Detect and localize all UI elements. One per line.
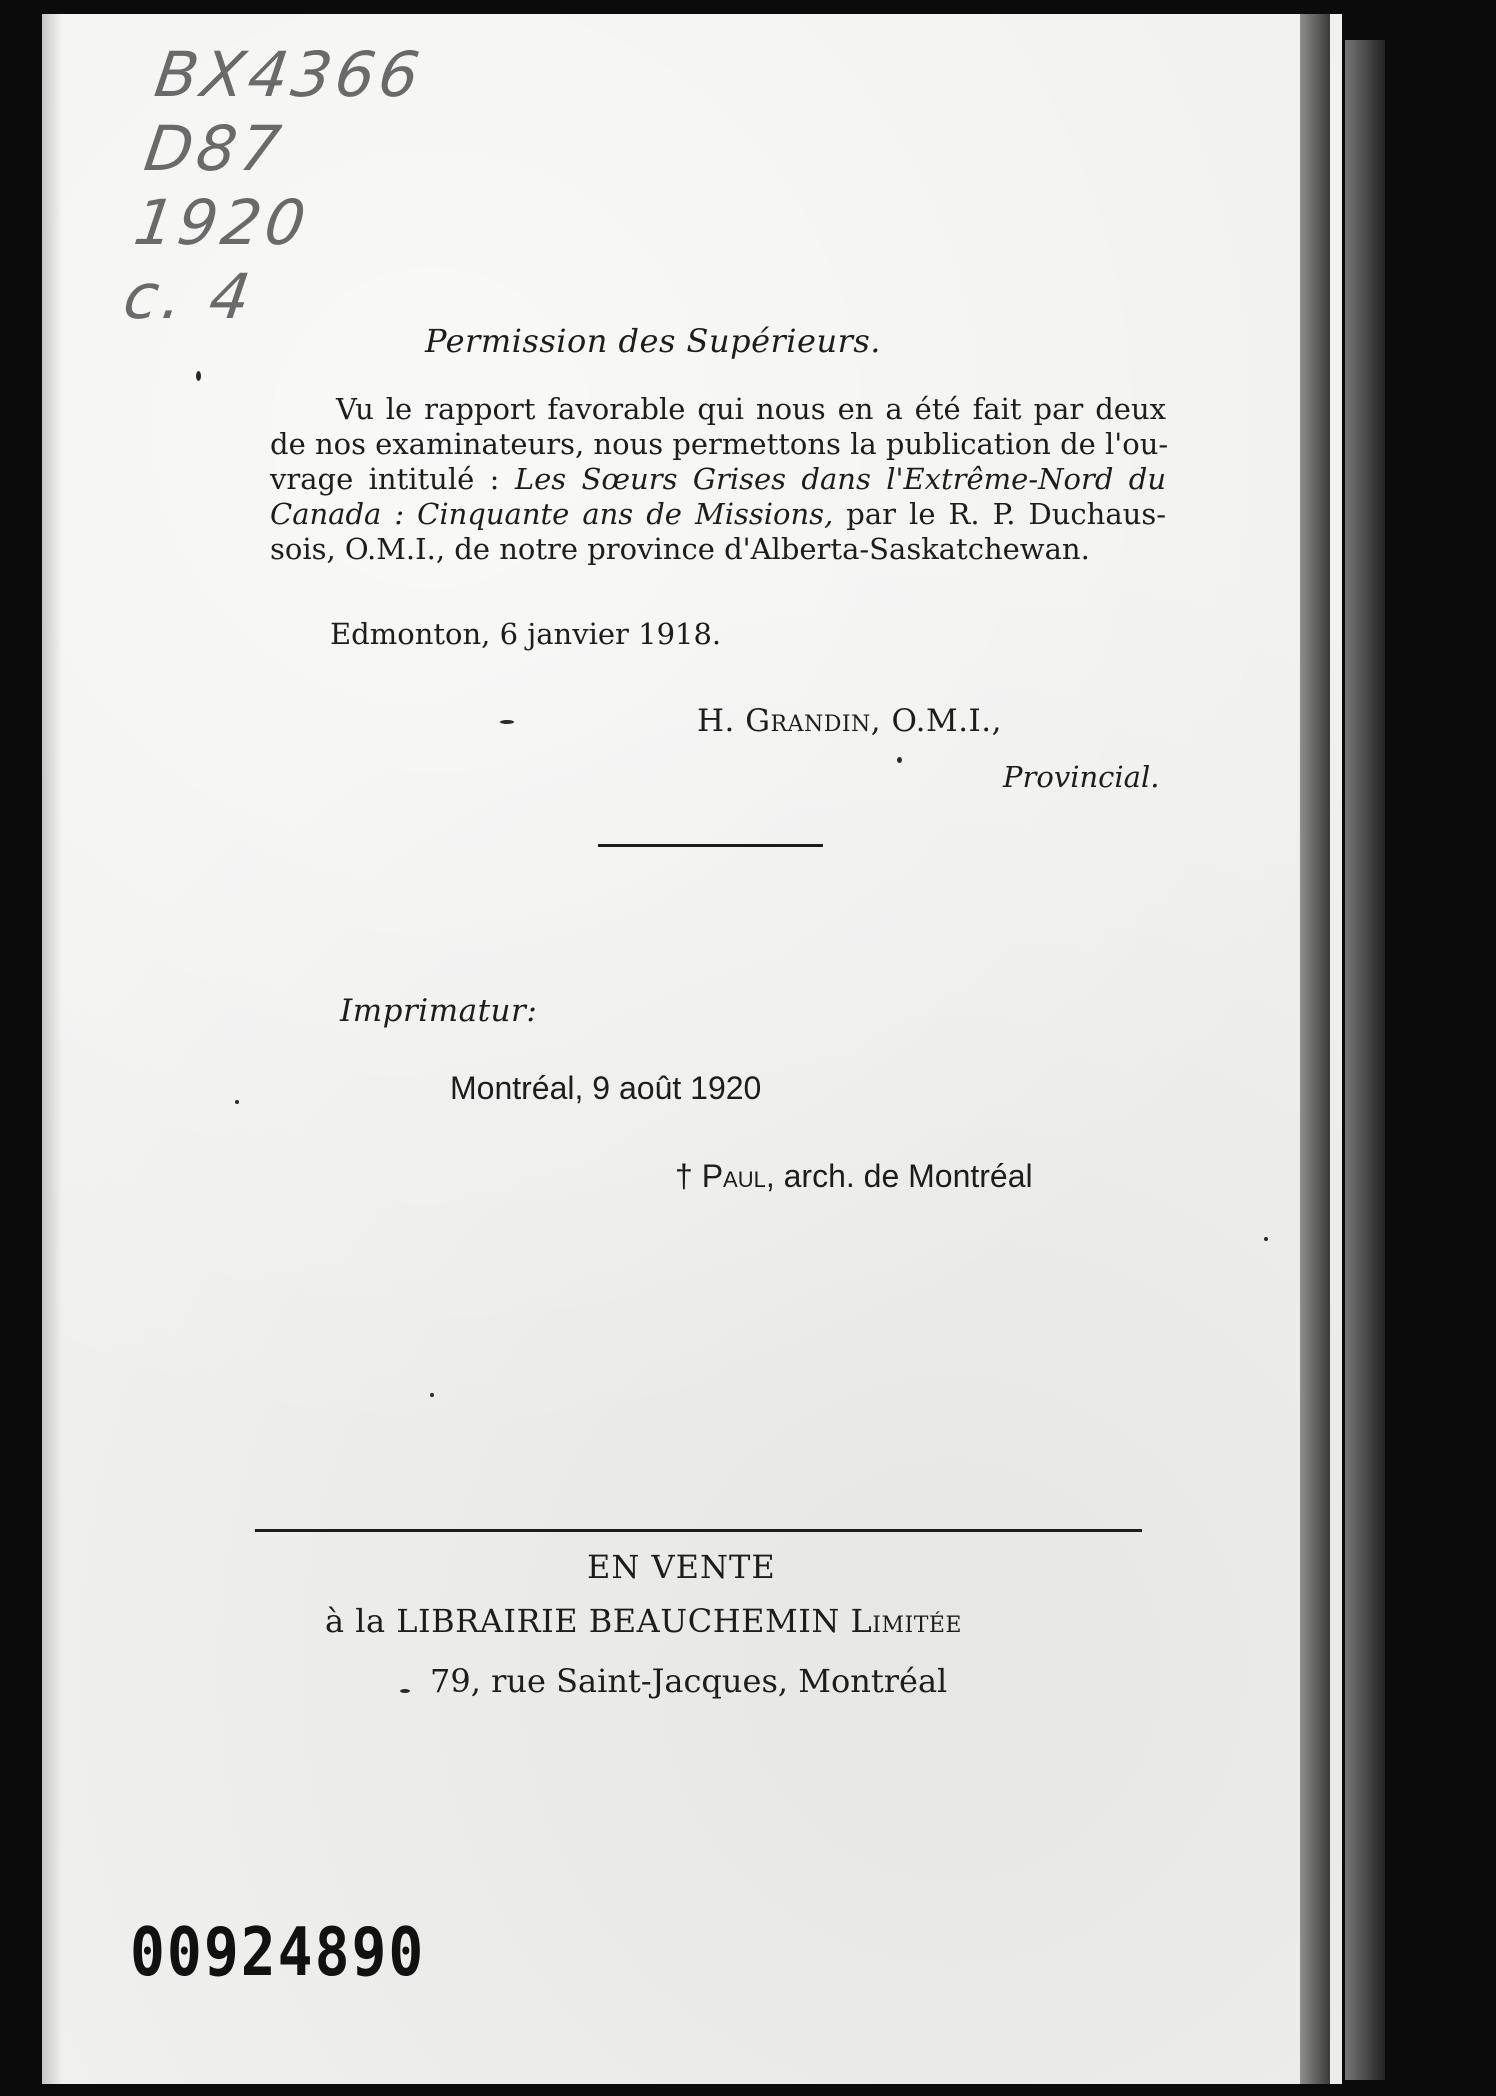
- permission-signer: [697, 703, 1002, 739]
- permission-line: Vu le rapport favorable qui nous en a été fait par deux: [336, 392, 1166, 426]
- permission-text: par le R. P. Duchaus-: [846, 497, 1167, 531]
- permission-place-date: Edmonton, 6 janvier 1918.: [330, 617, 722, 651]
- signer-suffix: , O.M.I.,: [870, 703, 1003, 739]
- imprimatur-label: Imprimatur:: [340, 993, 538, 1029]
- imprimatur-signer-name: Paul: [701, 1158, 766, 1194]
- page-edge-shadow: [1300, 14, 1330, 2084]
- paper-speck: [897, 757, 902, 763]
- paper-speck: [500, 720, 514, 724]
- permission-line: sois, O.M.I., de notre province d'Alberta-Saskatchewan.: [270, 532, 1090, 566]
- permission-paragraph: [270, 392, 1169, 567]
- permission-text: vrage intitulé :: [270, 462, 500, 496]
- permission-line: [270, 497, 1166, 532]
- section-divider: [598, 844, 823, 847]
- sale-heading: EN VENTE: [587, 1548, 776, 1586]
- imprimatur-signer-suffix: , arch. de Montréal: [765, 1158, 1033, 1194]
- call-number-line: c. 4: [119, 260, 259, 333]
- permission-title: Permission des Supérieurs.: [425, 322, 881, 360]
- cross-icon: †: [675, 1158, 693, 1194]
- paper-speck: [196, 371, 201, 381]
- signer-title: Provincial.: [1003, 760, 1160, 794]
- signer-initial: H.: [697, 703, 735, 739]
- book-title-part: Canada : Cinquante ans de Missions,: [270, 497, 834, 531]
- signer-name: Grandin: [745, 703, 871, 739]
- call-number-line: BX4366: [150, 38, 428, 111]
- paper-speck: [1264, 1237, 1268, 1241]
- permission-line: [270, 462, 1166, 497]
- permission-line: de nos examinateurs, nous permettons la publication de l'ou-: [270, 427, 1169, 461]
- publisher-name: à la LIBRAIRIE BEAUCHEMIN: [325, 1602, 840, 1640]
- sale-divider: [255, 1529, 1142, 1532]
- page-left-shade: [42, 14, 62, 2084]
- paper-speck: [235, 1100, 239, 1104]
- paper-speck: [430, 1393, 434, 1397]
- paper-speck: [400, 1689, 410, 1693]
- publisher-suffix: Limitée: [850, 1602, 962, 1640]
- adjacent-page-edge: [1345, 40, 1385, 2080]
- handwritten-call-number: [119, 38, 427, 334]
- imprimatur-place-date: Montréal, 9 août 1920: [450, 1070, 762, 1106]
- call-number-line: 1920: [129, 186, 314, 259]
- call-number-line: D87: [140, 112, 290, 185]
- book-title-part: Les Sœurs Grises dans l'Extrême-Nord du: [514, 462, 1166, 496]
- accession-number: 00924890: [130, 1912, 426, 1992]
- imprimatur-signer: [675, 1158, 1033, 1195]
- sale-address: 79, rue Saint-Jacques, Montréal: [430, 1662, 948, 1700]
- sale-publisher: [325, 1602, 962, 1640]
